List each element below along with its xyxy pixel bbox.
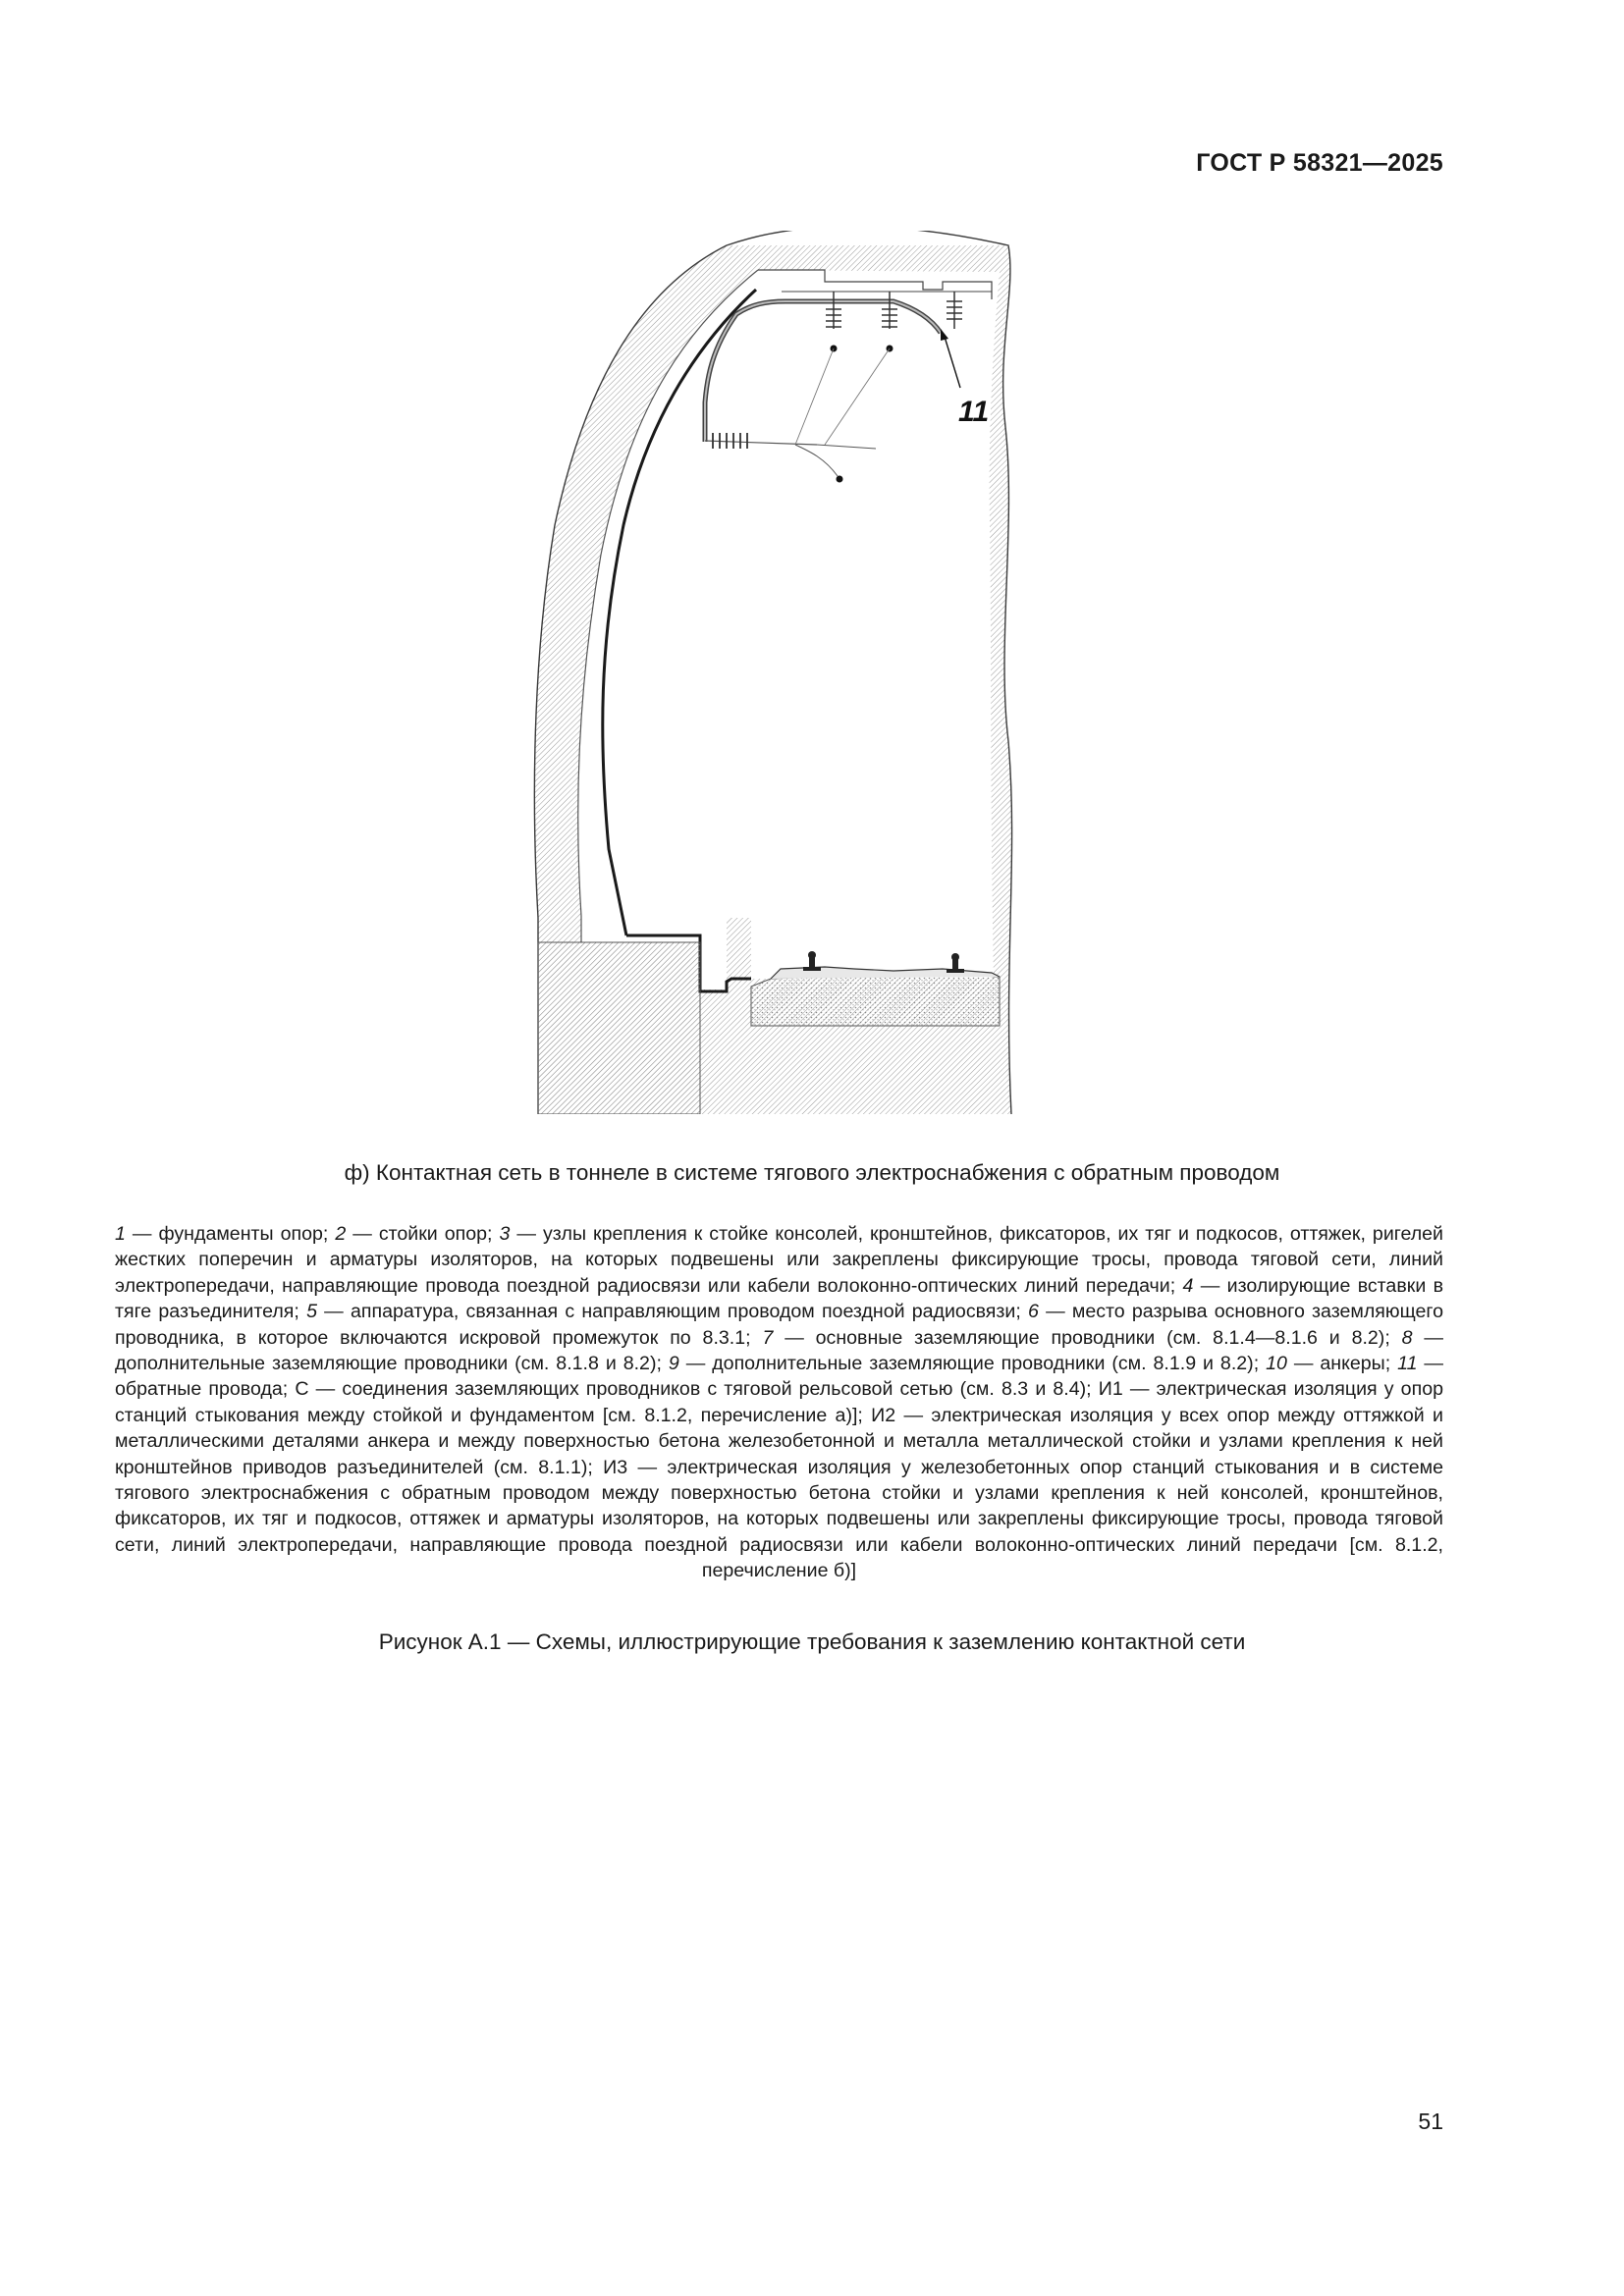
figure-subcaption: ф) Контактная сеть в тоннеле в системе тягового электроснабжения с обратным проводом	[344, 1160, 1280, 1185]
floor-block-left	[538, 942, 700, 1114]
tunnel-figure	[530, 231, 1041, 1114]
figure-legend	[115, 1221, 1443, 1584]
legend-item: 4 — изолирующие вставки в тяге разъединителя;	[115, 1274, 1444, 1323]
rail-left	[803, 951, 821, 971]
cantilever-insulator	[705, 348, 890, 483]
insulator-3	[947, 292, 962, 329]
legend-item: 9 — дополнительные заземляющие проводники (см. 8.1.9 и 8.2);	[668, 1353, 1267, 1375]
legend-item: 3 — узлы крепления к стойке консолей, кронштейнов, фиксаторов, их тяг и подкосов, оттяжек, ригелей жестких поперечин и арматуры изоляторов, на которых подвешены или закреплены фиксирующие тросы, провода тяговой сети, линий электропередачи, направляющие провода поездной радиосвязи или кабели волоконно-оптических линий передачи;	[115, 1223, 1444, 1297]
callout-label-11: 11	[958, 396, 990, 428]
legend-item: 7 — основные заземляющие проводники (см. 8.1.4—8.1.6 и 8.2);	[762, 1326, 1402, 1349]
legend-item: 2 — стойки опор;	[335, 1223, 500, 1245]
ceiling-bracket	[758, 270, 992, 299]
legend-item: 11 — обратные провода;	[115, 1353, 1444, 1401]
legend-tail: С — соединения заземляющих проводников с тяговой рельсовой сетью (см. 8.3 и 8.4); И1 — электрическая изоляция у опор станций стыкования между стойкой и фундаментом [см. 8.1.2, перечисление а)]; И2 — электрическая изоляция у всех опор между оттяжкой и металлическими деталями анкера и между поверхностью бетона железобетонной и металла металлической стойки и узлами крепления к ней кронштейнов приводов разъединителей (см. 8.1.1); И3 — электрическая изоляция у железобетонных опор станций стыкования и в системе тягового электроснабжения с обратным проводом между поверхностью бетона стойки и узлами крепления к ней консолей, кронштейнов, фиксаторов, их тяг и подкосов, оттяжек и арматуры изоляторов, на которых подвешены или закреплены фиксирующие тросы, провода тяговой сети, линий электропередачи, направляющие провода поездной радиосвязи или кабели волоконно-оптических линий передачи [см. 8.1.2, перечисление б)]	[115, 1378, 1443, 1582]
page-number: 51	[1418, 2109, 1443, 2134]
ballast-bed	[751, 973, 1000, 1026]
legend-item: 5 — аппаратура, связанная с направляющим проводом поездной радиосвязи;	[306, 1301, 1028, 1323]
callout-arrow	[941, 329, 960, 388]
rail-right	[947, 953, 964, 973]
legend-item: 10 — анкеры;	[1266, 1353, 1398, 1375]
legend-item: 1 — фундаменты опор;	[115, 1223, 336, 1245]
legend-item: 6 — место разрыва основного заземляющего проводника, в которое включаются искровой промежуток по 8.3.1;	[115, 1301, 1443, 1349]
return-wire-inner	[705, 301, 941, 442]
legend-item: 8 — дополнительные заземляющие проводники (см. 8.1.8 и 8.2);	[115, 1326, 1443, 1375]
return-wire	[705, 301, 941, 442]
figure-caption: Рисунок А.1 — Схемы, иллюстрирующие требования к заземлению контактной сети	[378, 1629, 1246, 1654]
tunnel-inner-line	[578, 270, 758, 942]
standard-header: ГОСТ Р 58321—2025	[1196, 149, 1443, 177]
tunnel-diagram	[530, 231, 1041, 1114]
